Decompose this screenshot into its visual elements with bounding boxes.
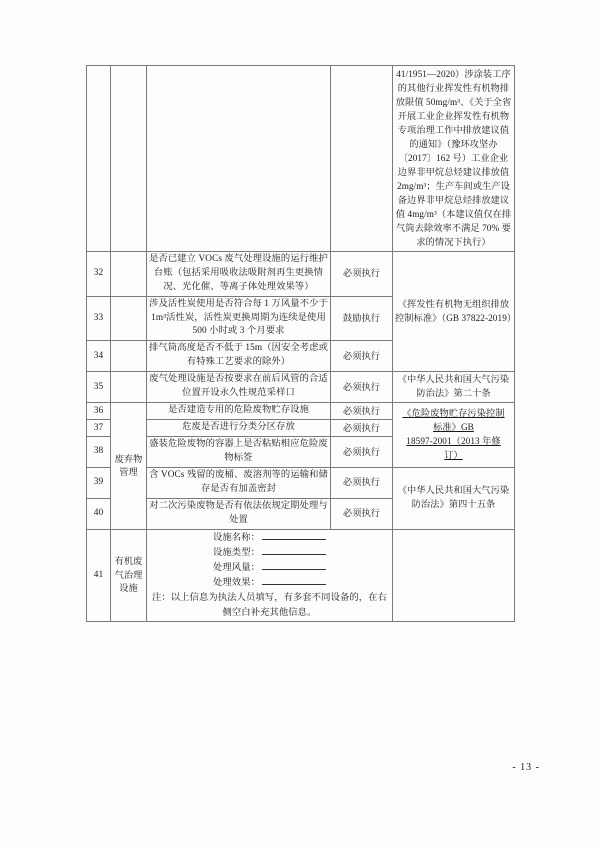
row-number: 34 <box>87 341 111 372</box>
row-number-blank <box>87 66 111 252</box>
inspection-checklist-table <box>86 65 515 622</box>
table-row-continued <box>87 66 515 252</box>
facility-field-airflow <box>149 561 390 576</box>
reference-hazardous-waste-line2: 标准》GB <box>433 422 474 433</box>
row-execution: 必须执行 <box>331 498 393 529</box>
facility-field-effect-input[interactable] <box>262 577 326 586</box>
reference-hazardous-waste-line1: 《危险废物贮存污染控制 <box>402 408 505 419</box>
row-number: 35 <box>87 372 111 403</box>
row-number: 41 <box>87 529 111 621</box>
facility-field-name-label: 设施名称： <box>213 532 260 543</box>
row-execution: 必须执行 <box>331 437 393 468</box>
row-item: 危废是否进行分类分区存放 <box>147 420 331 437</box>
page-number: - 13 - <box>512 762 540 773</box>
reference-voc-unorganized: 《挥发性有机物无组织排放控制标准》（GB 37822-2019） <box>393 251 515 372</box>
row-execution: 必须执行 <box>331 420 393 437</box>
row-category <box>111 341 147 372</box>
row-item: 是否已建立 VOCs 废气处理设施的运行维护台账（包括采用吸收法吸附剂再生更换情况、光化催、等离子体处理效果等） <box>147 251 331 296</box>
row-category <box>111 296 147 341</box>
facility-field-type <box>149 546 390 561</box>
row-category <box>111 372 147 403</box>
facility-field-type-label: 设施类型： <box>213 547 260 558</box>
row-number: 40 <box>87 498 111 529</box>
facility-reference-blank <box>393 529 515 621</box>
table-row <box>87 251 515 296</box>
row-item: 涉及活性炭使用是否符合每 1 万风量不少于 1m³活性炭，活性炭更换周期为连续是使用 500 小时或 3 个月要求 <box>147 296 331 341</box>
facility-field-name-input[interactable] <box>262 531 326 540</box>
row-number: 36 <box>87 403 111 420</box>
row-number: 32 <box>87 251 111 296</box>
facility-field-name <box>149 531 390 546</box>
reference-air-law-45: 《中华人民共和国大气污染防治法》第四十五条 <box>393 468 515 530</box>
row-item: 盛装危险废物的容器上是否粘贴相应危险废物标签 <box>147 437 331 468</box>
row-number: 38 <box>87 437 111 468</box>
row-execution: 必须执行 <box>331 251 393 296</box>
row-number: 37 <box>87 420 111 437</box>
table-row-facility <box>87 529 515 621</box>
reference-hazardous-waste-line3: 18597-2001（2013 年修 <box>406 436 501 447</box>
facility-form-note: 注：以上信息为执法人员填写，有多套不同设备的，在右侧空白补充其他信息。 <box>152 593 387 618</box>
reference-air-law-20: 《中华人民共和国大气污染防治法》第二十条 <box>393 372 515 403</box>
row-execution: 必须执行 <box>331 341 393 372</box>
facility-field-airflow-input[interactable] <box>262 561 326 570</box>
facility-form-fields <box>147 529 393 621</box>
row-category <box>111 251 147 296</box>
row-item: 是否建造专用的危险废物贮存设施 <box>147 403 331 420</box>
row-category-waste-management: 废弃物管理 <box>111 403 147 530</box>
reference-hazardous-waste <box>393 403 515 468</box>
table-row <box>87 403 515 420</box>
facility-field-effect <box>149 576 390 591</box>
reference-hazardous-waste-line4: 订） <box>444 450 463 461</box>
row-category-organic-waste-gas: 有机废气治理设施 <box>111 529 147 621</box>
row-execution: 鼓励执行 <box>331 296 393 341</box>
facility-field-effect-label: 处理效果： <box>213 578 260 589</box>
facility-field-airflow-label: 处理风量： <box>213 563 260 574</box>
row-number: 33 <box>87 296 111 341</box>
table-row <box>87 468 515 499</box>
reference-continued: 41/1951—2020）涉涂装工序的其他行业挥发性有机物排放限值 50mg/m³、《关于全省开展工业企业挥发性有机物专项治理工作中排放建议值的通知》（豫环攻坚办〔2017〕162 号）工业企业边界非甲烷总烃建议排放值 2mg/m³；生产车间或生产设备边界非甲烷总烃排放建议值 4mg/m³（本建议值仅在排气筒去除效率不满足 70% 要求的情况下执行） <box>393 66 515 252</box>
row-item: 含 VOCs 残留的废桶、废溶剂等的运输和储存是否有加盖密封 <box>147 468 331 499</box>
row-execution-blank <box>331 66 393 252</box>
row-number: 39 <box>87 468 111 499</box>
row-category-blank <box>111 66 147 252</box>
row-item: 排气筒高度是否不低于 15m（因安全考虑或有特殊工艺要求的除外） <box>147 341 331 372</box>
row-item: 废气处理设施是否按要求在前后风管的合适位置开设永久性规范采样口 <box>147 372 331 403</box>
row-execution: 必须执行 <box>331 468 393 499</box>
row-item-blank <box>147 66 331 252</box>
table-row <box>87 372 515 403</box>
row-execution: 必须执行 <box>331 372 393 403</box>
row-execution: 必须执行 <box>331 403 393 420</box>
facility-field-type-input[interactable] <box>262 546 326 555</box>
row-item: 对二次污染废物是否有依法依规定期处理与处置 <box>147 498 331 529</box>
